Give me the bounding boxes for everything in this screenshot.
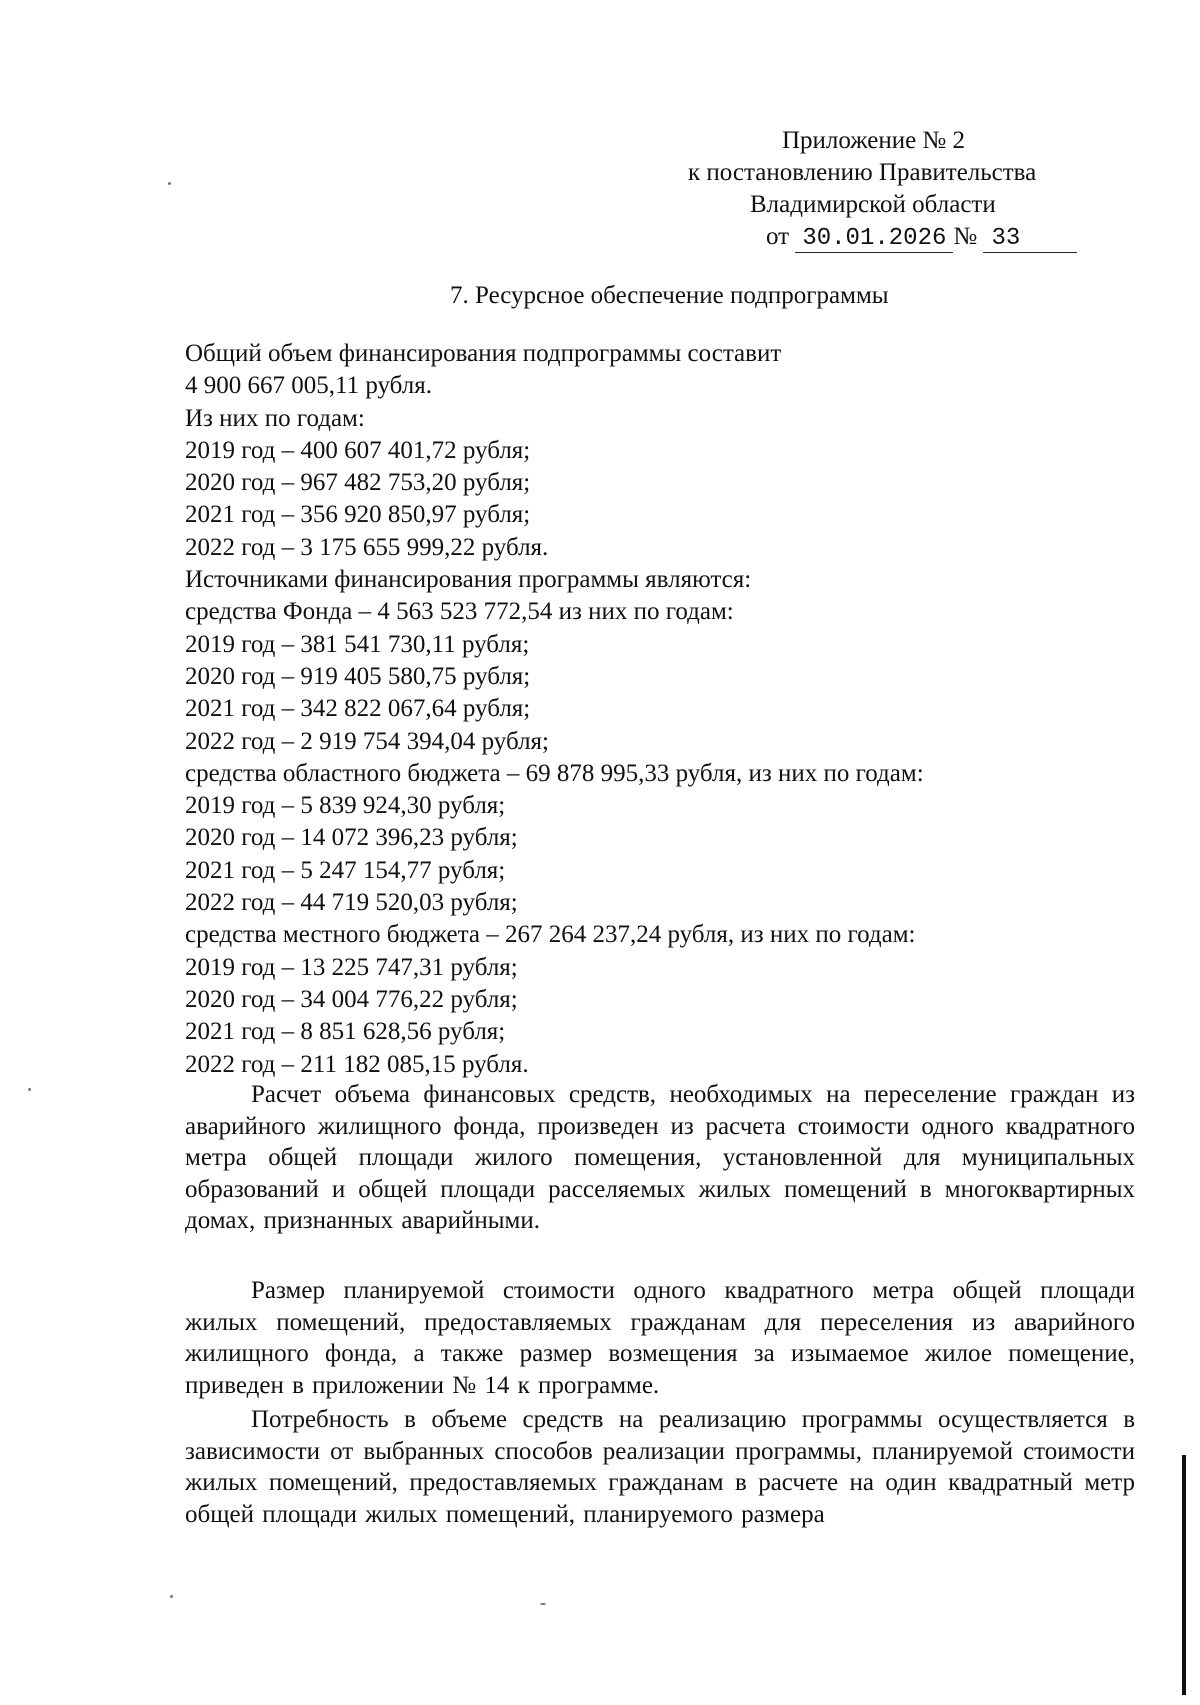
appendix-region-line: Владимирской области — [750, 191, 996, 218]
paragraph-text: Потребность в объеме средств на реализацию программы осуществляется в зависимости от выбранных способов реализации программы, планируемой стоимости жилых помещений, предоставляемых гражданам в расчете на один квадратный метр общей площади жилых помещений, планируемого размера — [185, 1406, 1135, 1528]
funding-line: 2022 год – 44 719 520,03 рубля; — [185, 889, 518, 917]
funding-line: 2020 год – 14 072 396,23 рубля; — [185, 824, 518, 852]
funding-line: 2021 год – 8 851 628,56 рубля; — [185, 1018, 506, 1046]
funding-line: 2022 год – 211 182 085,15 рубля. — [185, 1050, 529, 1078]
section-title: 7. Ресурсное обеспечение подпрограммы — [450, 282, 889, 309]
appendix-decree-line: к постановлению Правительства — [688, 159, 1037, 186]
funding-line: Общий объем финансирования подпрограммы составит — [185, 340, 782, 367]
funding-list — [185, 338, 1135, 1081]
decree-date: 30.01.2026 — [795, 226, 953, 253]
paragraph-text: Размер планируемой стоимости одного квадратного метра общей площади жилых помещений, предоставляемых гражданам для переселения из аварийного жилищного фонда, а также размер возмещения за изымаемое жилое помещение, приведен в приложении № 14 к программе. — [185, 1277, 1135, 1399]
funding-line: 2019 год – 5 839 924,30 рубля; — [185, 792, 506, 820]
appendix-date-line — [766, 221, 1077, 253]
funding-line: 2019 год – 381 541 730,11 рубля; — [185, 630, 530, 658]
funding-line: 2019 год – 13 225 747,31 рубля; — [185, 953, 518, 981]
scan-speck — [168, 182, 171, 185]
funding-line: средства областного бюджета – 69 878 995,33 рубля, из них по годам: — [185, 759, 924, 787]
paragraph-calculation — [185, 1079, 1135, 1237]
funding-line: 2019 год – 400 607 401,72 рубля; — [185, 436, 531, 464]
number-sign: № — [953, 223, 978, 250]
date-prefix: от — [766, 223, 790, 250]
scan-speck — [540, 1603, 546, 1605]
funding-line: 2022 год – 3 175 655 999,22 рубля. — [185, 533, 549, 561]
scan-edge-mark — [1182, 1455, 1186, 1695]
funding-line: средства местного бюджета – 267 264 237,24 рубля, из них по годам: — [185, 921, 916, 949]
funding-line: 2021 год – 342 822 067,64 рубля; — [185, 695, 531, 723]
funding-line: 2020 год – 967 482 753,20 рубля; — [185, 469, 531, 497]
funding-line: 2022 год – 2 919 754 394,04 рубля; — [185, 727, 549, 755]
paragraph-needs — [185, 1404, 1135, 1530]
funding-line: 2020 год – 919 405 580,75 рубля; — [185, 662, 531, 690]
decree-number: 33 — [983, 226, 1077, 253]
funding-line: 4 900 667 005,11 рубля. — [185, 372, 432, 400]
scan-speck — [170, 1595, 173, 1598]
funding-line: Из них по годам: — [185, 404, 365, 432]
funding-line: 2020 год – 34 004 776,22 рубля; — [185, 985, 518, 1013]
funding-line: средства Фонда – 4 563 523 772,54 из них по годам: — [185, 598, 734, 626]
funding-line: 2021 год – 356 920 850,97 рубля; — [185, 501, 531, 529]
scan-speck — [28, 1088, 31, 1091]
funding-line: 2021 год – 5 247 154,77 рубля; — [185, 856, 506, 884]
paragraph-cost — [185, 1275, 1135, 1401]
paragraph-text: Расчет объема финансовых средств, необходимых на переселение граждан из аварийного жилищного фонда, произведен из расчета стоимости одного квадратного метра общей площади жилого помещения, установленной для муниципальных образований и общей площади расселяемых жилых помещений в многоквартирных домах, признанных аварийными. — [185, 1081, 1135, 1234]
funding-line: Источниками финансирования программы являются: — [185, 566, 752, 594]
appendix-title: Приложение № 2 — [782, 127, 966, 154]
